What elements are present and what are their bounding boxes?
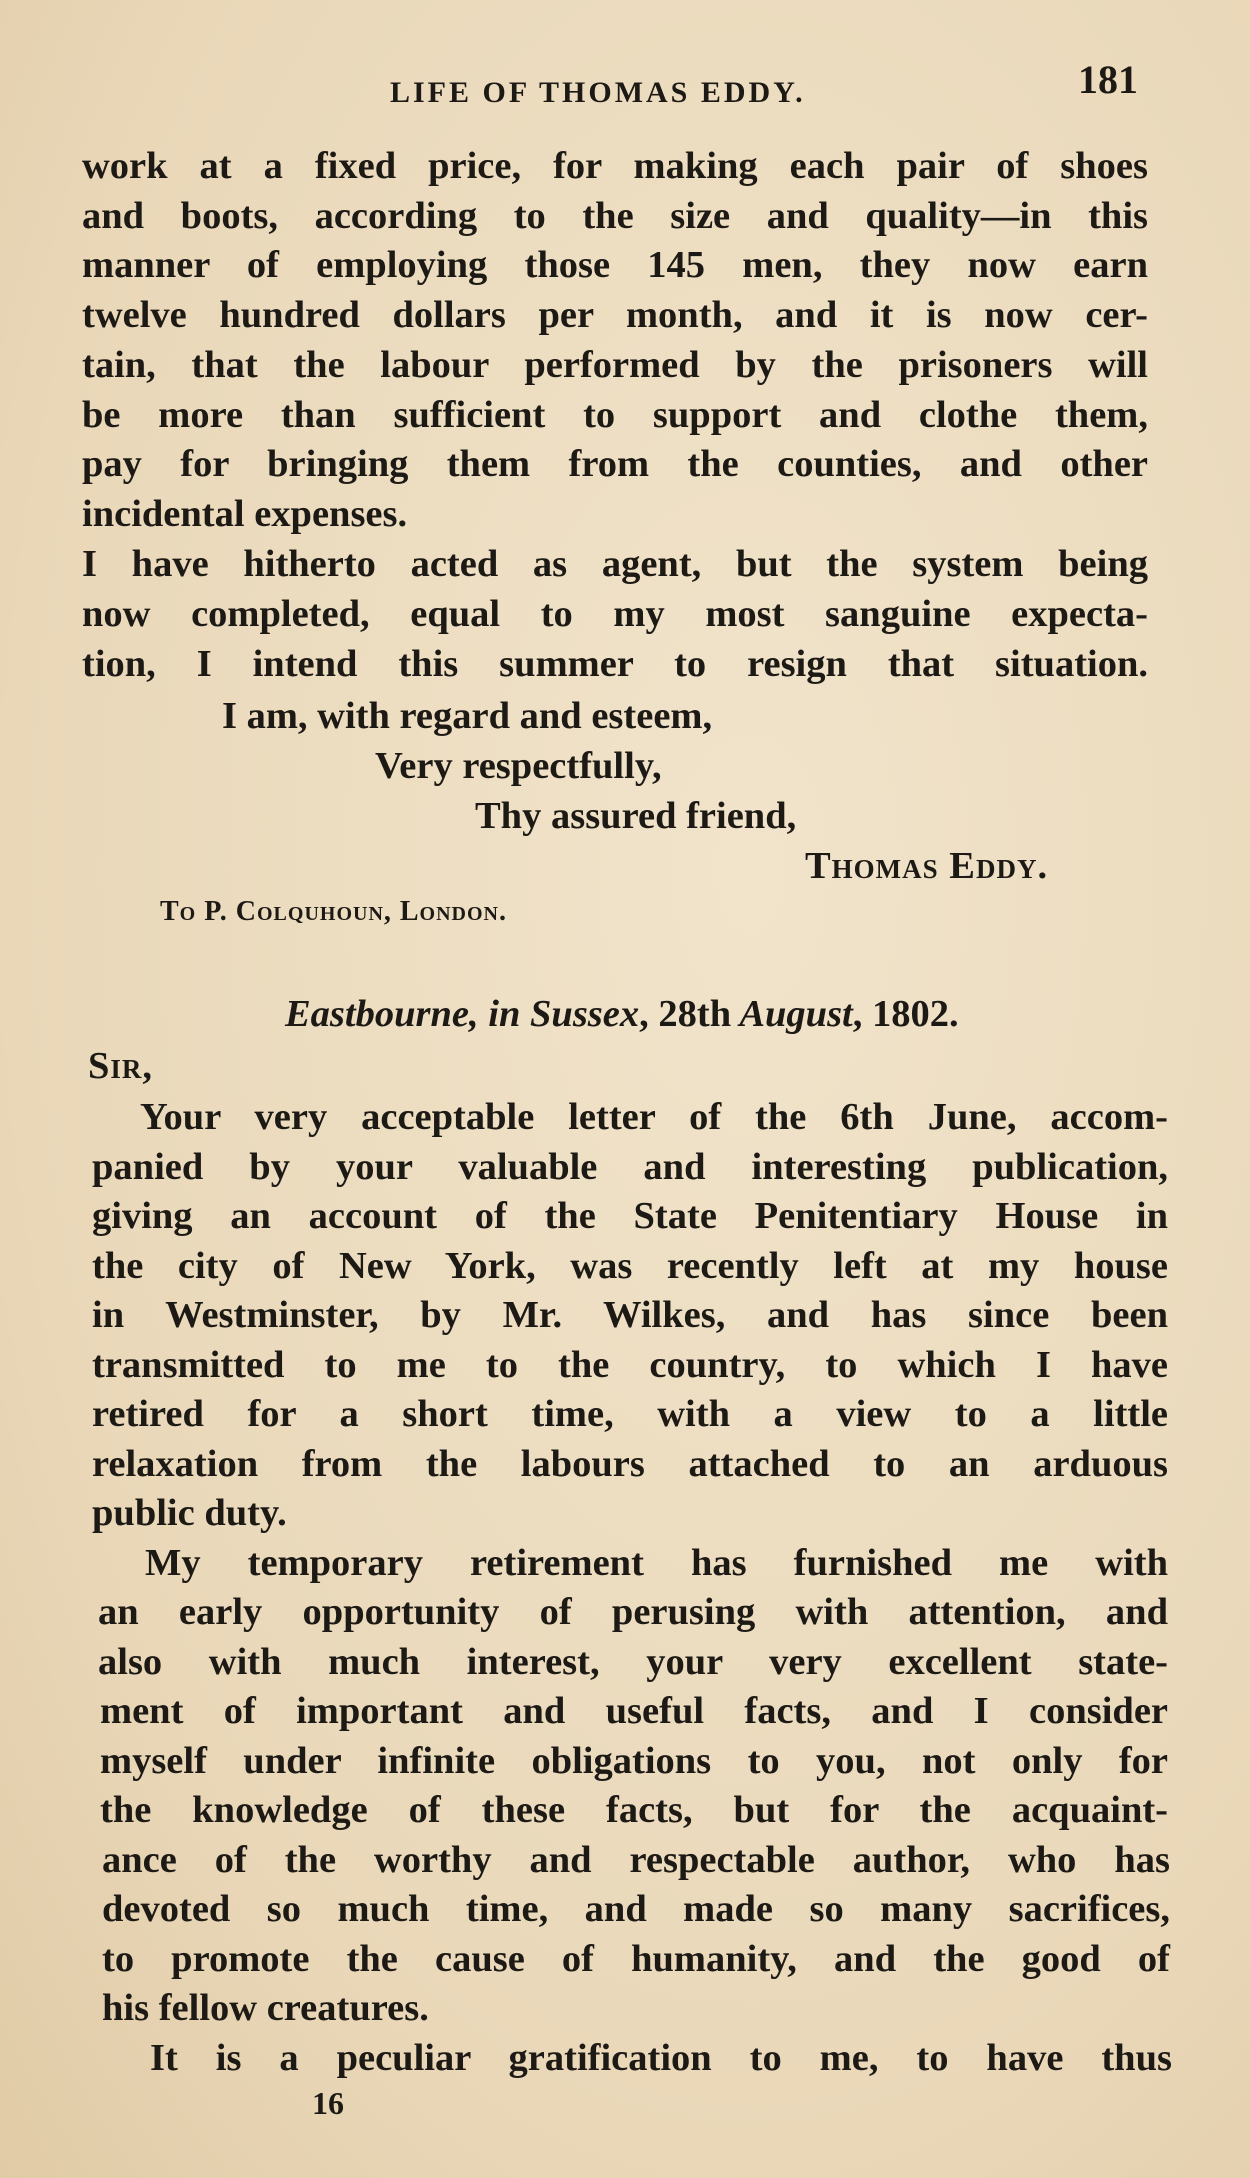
letter1-line-2: and boots, according to the size and quality—in this	[82, 195, 1148, 237]
letter2-line-16: ance of the worthy and respectable author, who has	[102, 1839, 1170, 1881]
page-number: 181	[1078, 57, 1138, 102]
letter1-line-6: be more than sufficient to support and clothe them,	[82, 394, 1148, 436]
signature-thomas-eddy: Thomas Eddy.	[805, 845, 1049, 887]
dateline-year: 1802.	[872, 993, 959, 1035]
letter1-line-10: now completed, equal to my most sanguine expecta-	[82, 593, 1148, 635]
dateline-separator: ,	[852, 993, 873, 1035]
letter2-line-2: panied by your valuable and interesting publication,	[92, 1146, 1168, 1188]
letter2-line-12: also with much interest, your very excellent state-	[98, 1641, 1168, 1683]
dateline-place: Eastbourne	[285, 993, 470, 1035]
letter2-line-3: giving an account of the State Penitentiary House in	[92, 1195, 1168, 1237]
dateline-day: 28th	[658, 993, 732, 1035]
letter2-line-4: the city of New York, was recently left at my house	[92, 1245, 1168, 1287]
addressee: To P. Colquhoun, London.	[160, 896, 508, 927]
letter2-line-6: transmitted to me to the country, to which I have	[92, 1344, 1168, 1386]
running-title: LIFE OF THOMAS EDDY.	[390, 76, 806, 109]
letter2-line-8: relaxation from the labours attached to an arduous	[92, 1443, 1168, 1485]
letter2-line-20: It is a peculiar gratification to me, to have thus	[150, 2037, 1172, 2079]
letter1-line-1: work at a fixed price, for making each pair of shoes	[82, 145, 1148, 187]
dateline-county: Sussex	[530, 993, 640, 1035]
dateline-separator: ,	[639, 993, 659, 1035]
dateline-month: August	[731, 993, 853, 1035]
letter2-line-1: Your very acceptable letter of the 6th June, accom-	[140, 1096, 1168, 1138]
letter2-line-10: My temporary retirement has furnished me with	[145, 1542, 1168, 1584]
letter2-line-9: public duty.	[92, 1492, 287, 1534]
closing-line-3: Thy assured friend,	[475, 795, 797, 837]
dateline	[285, 990, 959, 1038]
letter2-line-11: an early opportunity of perusing with attention, and	[98, 1591, 1168, 1633]
letter2-line-7: retired for a short time, with a view to a little	[92, 1393, 1168, 1435]
letter1-line-3: manner of employing those 145 men, they now earn	[82, 244, 1148, 286]
closing-line-1: I am, with regard and esteem,	[222, 695, 713, 737]
letter2-line-19: his fellow creatures.	[102, 1987, 429, 2029]
letter2-line-17: devoted so much time, and made so many sacrifices,	[102, 1888, 1170, 1930]
letter1-line-11: tion, I intend this summer to resign that situation.	[82, 643, 1148, 685]
letter1-line-8: incidental expenses.	[82, 493, 408, 535]
letter2-line-13: ment of important and useful facts, and I consider	[100, 1690, 1168, 1732]
dateline-separator: , in	[469, 993, 530, 1035]
closing-line-2: Very respectfully,	[375, 745, 662, 787]
letter1-line-7: pay for bringing them from the counties, and other	[82, 443, 1148, 485]
signature-mark: 16	[312, 2085, 344, 2121]
letter2-line-18: to promote the cause of humanity, and the good of	[102, 1938, 1170, 1980]
letter2-line-15: the knowledge of these facts, but for the acquaint-	[100, 1789, 1168, 1831]
letter2-line-14: myself under infinite obligations to you, not only for	[100, 1740, 1168, 1782]
letter1-line-5: tain, that the labour performed by the prisoners will	[82, 344, 1148, 386]
letter1-line-4: twelve hundred dollars per month, and it is now cer-	[82, 294, 1148, 336]
letter1-line-9: I have hitherto acted as agent, but the system being	[82, 543, 1148, 585]
salutation: Sir,	[88, 1045, 154, 1087]
letter2-line-5: in Westminster, by Mr. Wilkes, and has since been	[92, 1294, 1168, 1336]
